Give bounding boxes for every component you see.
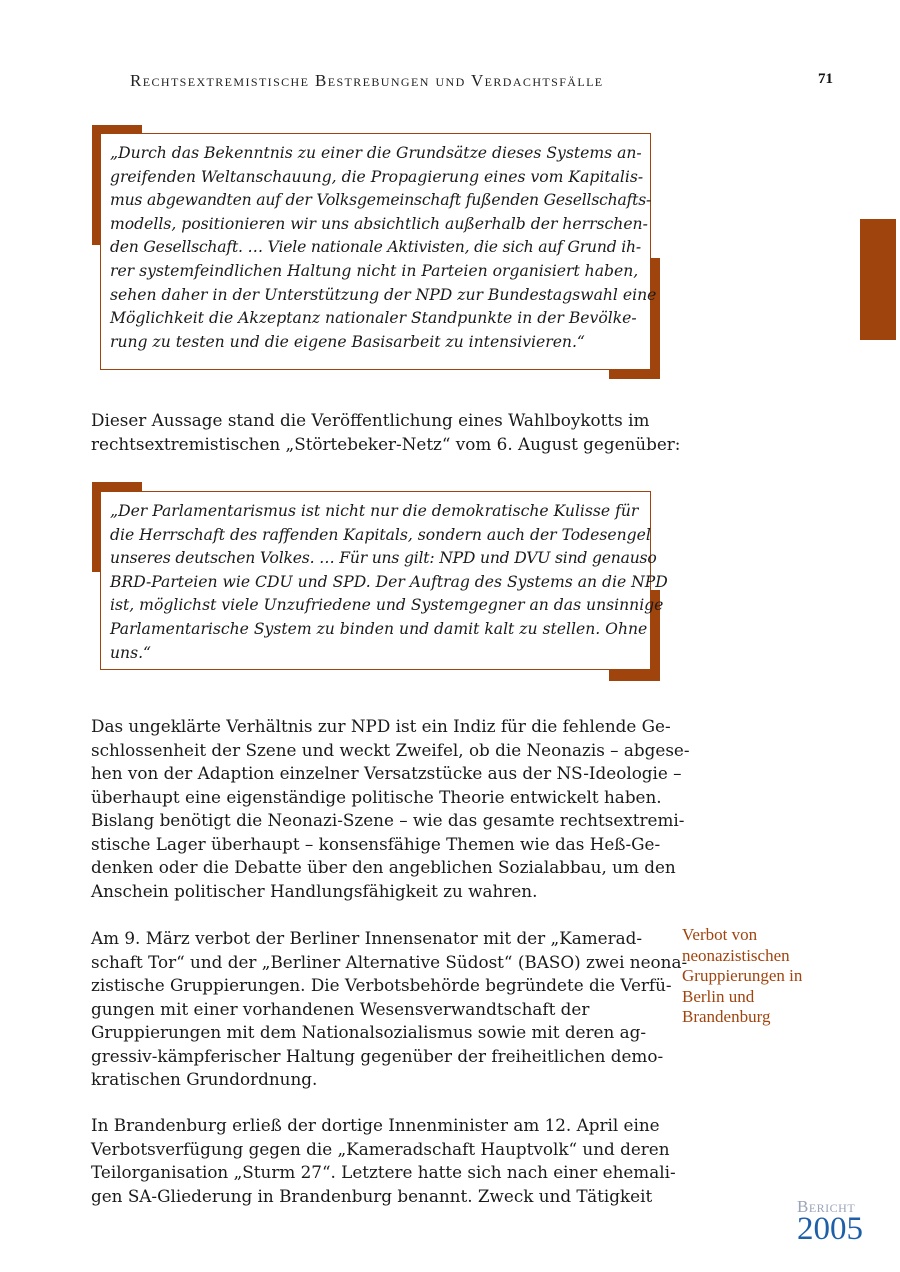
text-line: stische Lager überhaupt – konsensfähige Themen wie das Heß-Ge- [91,833,661,854]
quote-line: rung zu testen und die eigene Basisarbeit zu intensivieren.“ [110,332,585,351]
text-line: Das ungeklärte Verhältnis zur NPD ist ein Indiz für die fehlende Ge- [91,716,671,736]
text-line: Dieser Aussage stand die Veröffentlichung eines Wahlboykotts im [91,410,650,430]
text-line: schaft Tor“ und der „Berliner Alternative Südost“ (BASO) zwei neona- [91,951,688,972]
quote-line: die Herrschaft des raffenden Kapitals, sondern auch der Todesengel [110,525,651,544]
quote-1-box [100,133,657,370]
quote-line: Parlamentarische System zu binden und damit kalt zu stellen. Ohne [110,619,648,638]
margin-note-line: Brandenburg [682,1007,771,1026]
quote-line: uns.“ [110,643,152,662]
quote-line: unseres deutschen Volkes. … Für uns gilt: NPD und DVU sind genauso [110,549,657,568]
text-line: Am 9. März verbot der Berliner Innensenator mit der „Kamerad- [91,928,643,948]
brand-label: Bericht [797,1197,856,1216]
text-line: kratischen Grundordnung. [91,1069,318,1089]
margin-note-line: neonazistischen [682,945,790,965]
text-line: Verbotsverfügung gegen die „Kameradschaft Hauptvolk“ und deren [91,1138,670,1159]
quote-line: rer systemfeindlichen Haltung nicht in Parteien organisiert haben, [110,261,639,280]
text-line: Anschein politischer Handlungsfähigkeit zu wahren. [91,880,538,901]
quote-line: Möglichkeit die Akzeptanz nationaler Standpunkte in der Bevölke- [110,309,637,328]
quote-line: mus abgewandten auf der Volksgemeinschaft fußenden Gesellschafts- [110,191,652,210]
margin-note-line: Berlin und [682,986,755,1006]
quote-line: modells, positionieren wir uns absichtlich außerhalb der herrschen- [110,214,648,233]
paragraph-4 [91,1114,676,1208]
quote-line: greifenden Weltanschauung, die Propagierung eines vom Kapitalis- [110,167,644,186]
text-line: überhaupt eine eigenständige politische Theorie entwickelt haben. [91,786,662,807]
quote-line: BRD-Parteien wie CDU und SPD. Der Auftrag des Systems an die NPD [110,572,668,591]
text-line: hen von der Adaption einzelner Versatzstücke aus der NS-Ideologie – [91,763,682,783]
text-line: gressiv-kämpferischer Haltung gegenüber der freiheitlichen demo- [91,1045,664,1066]
margin-note [682,925,842,1028]
quote-2-box [100,491,668,670]
text-line: gungen mit einer vorhandenen Wesensverwandtschaft der [91,998,590,1019]
margin-note-line: Gruppierungen in [682,966,803,985]
text-line: zistische Gruppierungen. Die Verbotsbehörde begründete die Verfü- [91,975,672,995]
margin-note-line: Verbot von [682,925,758,944]
text-line: Teilorganisation „Sturm 27“. Letztere hatte sich nach einer ehemali- [91,1162,676,1182]
text-line: Gruppierungen mit dem Nationalsozialismus sowie mit deren ag- [91,1022,647,1042]
paragraph-2 [91,715,690,903]
brand-year: 2005 [797,1211,863,1247]
quote-line: „Durch das Bekenntnis zu einer die Grundsätze dieses Systems an- [110,144,642,162]
text-line: denken oder die Debatte über den angeblichen Sozialabbau, um den [91,857,676,877]
report-brand-logo [797,1197,863,1247]
text-line: rechtsextremistischen „Störtebeker-Netz“ vom 6. August gegenüber: [91,433,681,454]
chapter-tab-marker [860,219,896,340]
text-line: Bislang benötigt die Neonazi-Szene – wie das gesamte rechtsextremi- [91,810,685,830]
page-number: 71 [818,71,833,87]
quote-line: „Der Parlamentarismus ist nicht nur die demokratische Kulisse für [110,502,639,520]
paragraph-1 [91,409,680,456]
quote-line: den Gesellschaft. … Viele nationale Aktivisten, die sich auf Grund ih- [110,238,641,257]
text-line: In Brandenburg erließ der dortige Innenminister am 12. April eine [91,1115,660,1135]
text-line: schlossenheit der Szene und weckt Zweifel, ob die Neonazis – abgese- [91,739,690,760]
quote-line: sehen daher in der Unterstützung der NPD zur Bundestagswahl eine [110,285,657,304]
running-header: Rechtsextremistische Bestrebungen und Verdachtsfälle [130,71,604,90]
quote-line: ist, möglichst viele Unzufriedene und Systemgegner an das unsinnige [110,596,664,615]
text-line: gen SA-Gliederung in Brandenburg benannt. Zweck und Tätigkeit [91,1185,653,1206]
paragraph-3 [91,927,687,1092]
